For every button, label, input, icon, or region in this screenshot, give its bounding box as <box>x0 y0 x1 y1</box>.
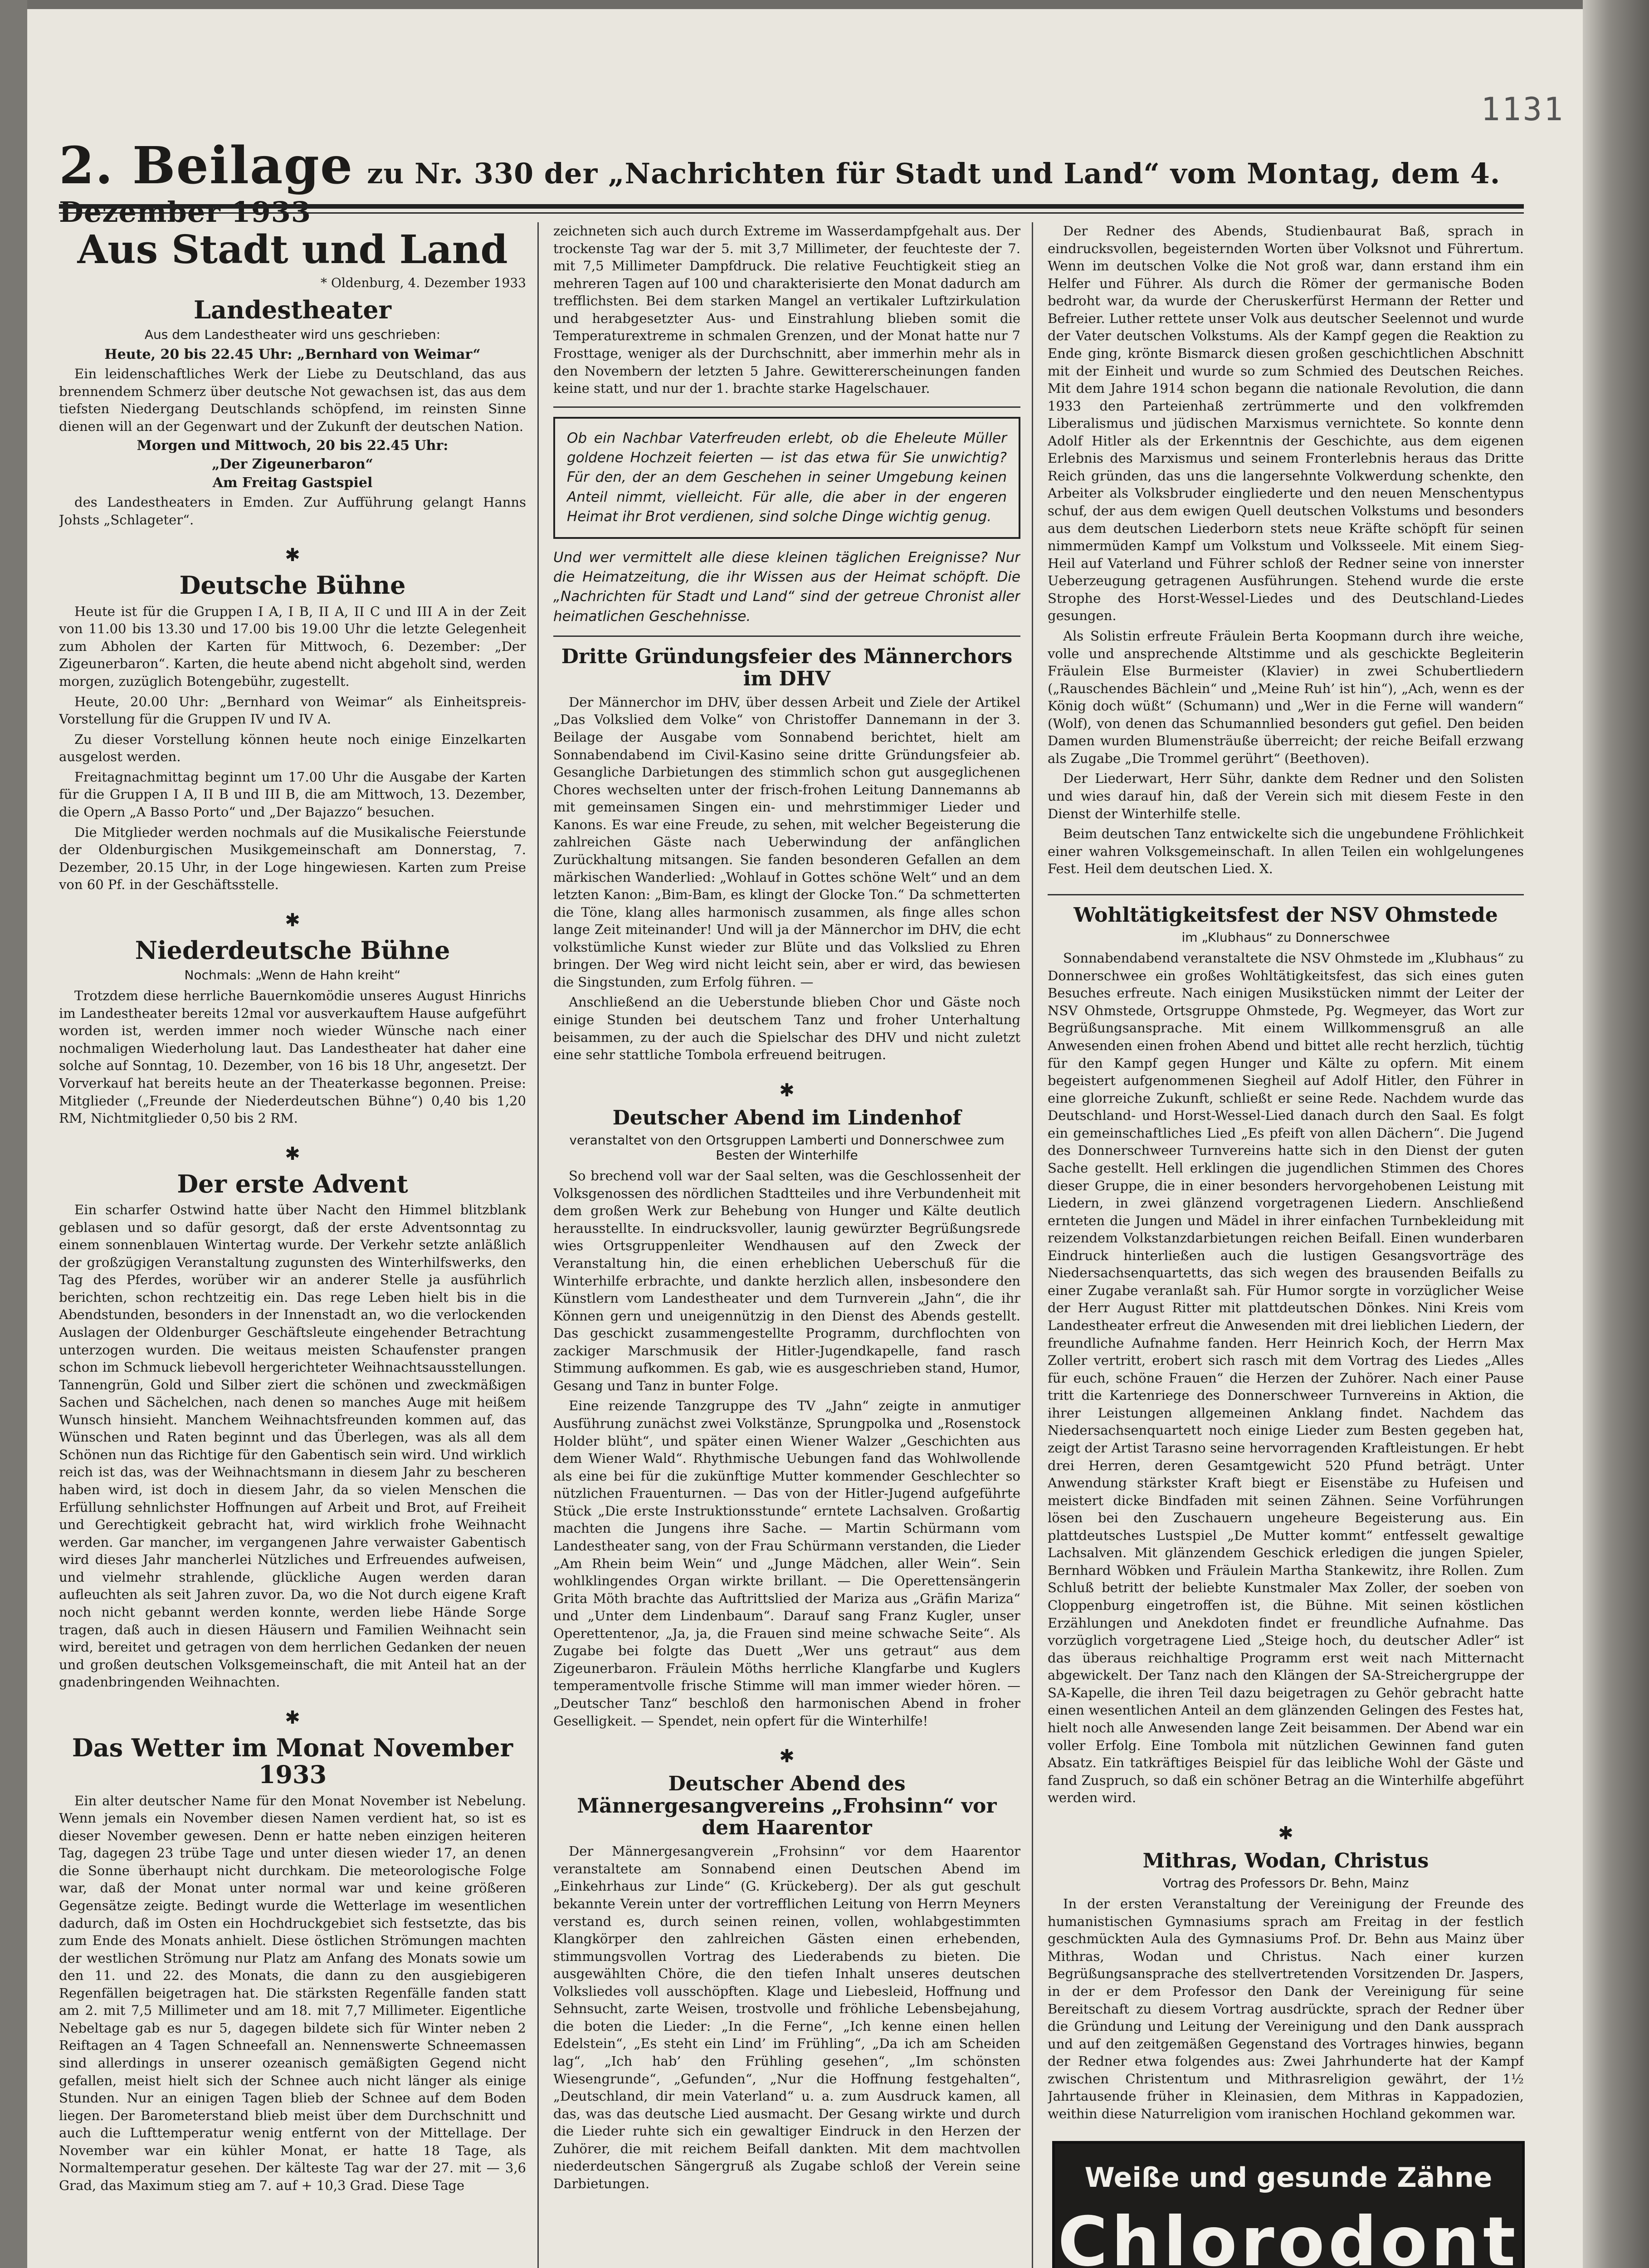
separator-star: ✱ <box>285 1707 300 1728</box>
separator-star: ✱ <box>779 1080 795 1101</box>
article-title: Deutsche Bühne <box>179 571 406 600</box>
article-mithras <box>1048 1850 1524 2123</box>
article-title: Wohltätigkeitsfest der NSV Ohmstede <box>1073 903 1498 927</box>
paragraph: Heute, 20 bis 22.45 Uhr: „Bernhard von Weimar“ <box>104 346 481 362</box>
column-rule-1 <box>537 222 539 2268</box>
paragraph: Ein alter deutscher Name für den Monat November ist Nebelung. Wenn jemals ein November diesen Namen verdient hat, so ist es dieser November gewesen. Denn er hatte neben einzigen heiteren Tag, dagegen 23 trübe Tage und unter diesen wieder 17, an denen die Sonne überhaupt nicht durchkam. Die meteorologische Folge war, daß der Monat unter normal war und keine größeren Gegensätze zeigte. Bedingt wurde die Wetterlage im wesentlichen dadurch, daß im Osten ein Hochdruckgebiet sich festsetzte, das bis zum Ende des Monats anhielt. Diese östlichen Strömungen machten der westlichen Strömung nur Platz am Anfang des Monats sowie um den 11. und 22. des Monats, die dann zu den ausgiebigeren Regenfällen beigetragen hat. Die stärksten Regenfälle fanden statt am 2. mit 7,5 Millimeter und am 18. mit 7,7 Millimeter. Eigentliche Nebeltage gab es nur 5, dagegen bildete sich für Winter neben 2 Reiftagen an 4 Tagen Schneefall an. Nennenswerte Schneemassen sind allerdings in unserer ozeanisch gemäßigten Gegend nicht gefallen, meist hielt sich der Schnee auch nicht länger als einige Stunden. Nur an einigen Tagen blieb der Schnee auf dem Boden liegen. Der Barometerstand blieb meist über dem Durchschnitt und auch die Lufttemperatur wenig entfernt von der Mittellage. Der November war ein kühler Monat, er hatte 18 Tage, als Normaltemperatur gesehen. Der kälteste Tag war der 27. mit — 3,6 Grad, das Maximum stieg am 7. auf + 10,3 Grad. Diese Tage <box>59 1793 526 2193</box>
article-title: Mithras, Wodan, Christus <box>1142 1849 1429 1872</box>
article-frohsinn <box>553 1773 1020 2192</box>
article-wetter <box>59 1735 526 2195</box>
column-rule-2 <box>1032 222 1033 2268</box>
masthead <box>59 136 1524 200</box>
divider <box>1048 894 1524 895</box>
section-title: Aus Stadt und Land <box>77 227 508 273</box>
article-nsv-ohmstede <box>1048 904 1524 1807</box>
promo-box <box>553 417 1020 539</box>
dateline: * Oldenburg, 4. Dezember 1933 <box>321 275 526 290</box>
divider <box>553 635 1020 637</box>
masthead-rule <box>59 204 1524 209</box>
paragraph: Eine reizende Tanzgruppe des TV „Jahn“ zeigte in anmutiger Ausführung zunächst zwei Volkstänze, Sprungpolka und „Rosenstock Holder blüht“, und später einen Wiener Walzer „Geschichten aus dem Wiener Wald“. Rhythmische Uebungen fand das Wohlwollende als eine bei für die zukünftige Mutter kommender Geschlechter so nützlichen Frauenturnen. — Das von der Hitler-Jugend aufgeführte Stück „Die erste Instruktionsstunde“ erntete Lachsalven. Großartig machten die Jungens ihre Sache. — Martin Schürmann vom Landestheater sang, von der Frau Schürmann verstanden, die Lieder „Am Rhein beim Wein“ und „Junge Mädchen, aller Wein“. Sein wohlklingendes Organ wirkte brillant. — Die Operettensängerin Grita Möth brachte das Auftrittslied der Mariza aus „Gräfin Mariza“ und „Unter dem Lindenbaum“. Darauf sang Franz Kugler, unser Operettentenor, „Ja, ja, die Frauen sind meine schwache Seite“. Als Zugabe bei folgte das Duett „Wer uns getraut“ aus dem Zigeunerbaron. Fräulein Möths herrliche Klangfarbe und Kuglers temperamentvolle frische Stimme will man immer wieder hören. — „Deutscher Tanz“ beschloß den harmonischen Abend in froher Geselligkeit. — Spendet, nein opfert für die Winterhilfe! <box>553 1398 1020 1729</box>
paragraph: des Landestheaters in Emden. Zur Aufführung gelangt Hanns Johsts „Schlageter“. <box>59 494 526 528</box>
column-1 <box>59 222 526 2268</box>
advertisement-chlorodont <box>1052 2141 1525 2268</box>
paragraph: Trotzdem diese herrliche Bauernkomödie unseres August Hinrichs im Landestheater bereits 12mal vor ausverkauftem Hause aufgeführt worden ist, werden immer noch wieder Wünsche nach einer nochmaligen Wiederholung laut. Das Landestheater hat daher eine solche auf Sonntag, 10. Dezember, von 16 bis 18 Uhr, angesetzt. Der Vorverkauf hat bereits heute an der Theaterkasse begonnen. Preise: Mitglieder („Freunde der Niederdeutschen Bühne“) 0,40 bis 1,20 RM, Nichtmitglieder 0,50 bis 2 RM. <box>59 988 526 1126</box>
paragraph: Freitagnachmittag beginnt um 17.00 Uhr die Ausgabe der Karten für die Gruppen I A, II B und III B, die am Mittwoch, 13. Dezember, die Opern „A Basso Porto“ und „Der Bajazzo“ besuchen. <box>59 769 526 820</box>
article-deutsche-buehne <box>59 572 526 893</box>
newspaper-page <box>27 9 1583 2268</box>
page-edge <box>1583 0 1649 2268</box>
paragraph: Beim deutschen Tanz entwickelte sich die ungebundene Fröhlichkeit einer wahren Volksgemeinschaft. In allen Teilen ein wohlgelungenes Fest. Heil dem deutschen Lied. X. <box>1048 826 1524 877</box>
promo-text-outside: Und wer vermittelt alle diese kleinen täglichen Ereignisse? Nur die Heimatzeitung, die ihr Wissen aus der Heimat schöpft. Die „Nachrichten für Stadt und Land“ sind der getreue Chronist aller heimatlichen Geschehnisse. <box>553 549 1020 625</box>
article-subtitle: im „Klubhaus“ zu Donnerschwee <box>1181 930 1390 945</box>
ad-tagline: Weiße und gesunde Zähne <box>1084 2162 1493 2194</box>
paragraph: „Der Zigeunerbaron“ <box>212 456 373 473</box>
page-number: 1131 <box>1481 91 1565 128</box>
paragraph: Heute, 20.00 Uhr: „Bernhard von Weimar“ als Einheitspreis-Vorstellung für die Gruppen IV und IV A. <box>59 694 526 727</box>
article-subtitle: Nochmals: „Wenn de Hahn kreiht“ <box>184 968 401 983</box>
article-title: Das Wetter im Monat November 1933 <box>72 1733 513 1789</box>
article-erster-advent <box>59 1171 526 1691</box>
separator-star: ✱ <box>1278 1823 1293 1844</box>
masthead-beilage: 2. Beilage <box>59 136 354 196</box>
article-title: Der erste Advent <box>177 1169 408 1198</box>
column-3 <box>1048 222 1524 2127</box>
article-subtitle: Vortrag des Professors Dr. Behn, Mainz <box>1162 1876 1409 1891</box>
paragraph: Der Liederwart, Herr Sühr, dankte dem Redner und den Solisten und wies darauf hin, daß der Verein sich mit diesem Feste in den Dienst der Winterhilfe stelle. <box>1048 771 1524 821</box>
paragraph: Sonnabendabend veranstaltete die NSV Ohmstede im „Klubhaus“ zu Donnerschwee ein großes Wohltätigkeitsfest, das sich eines guten Besuches erfreute. Nach einigen Musikstücken nimmt der Leiter der NSV Ohmstede, Ortsgruppe Ohmstede, Pg. Wegmeyer, das Wort zur Begrüßungsansprache. Mit einem Willkommensgruß an alle Anwesenden einen frohen Abend und bittet alle recht herzlich, tüchtig für den Kampf gegen Hunger und Kälte zu opfern. Mit einem begeistert aufgenommenen Siegheil auf Adolf Hitler, den Führer in eine glorreiche Zukunft, schließt er seine Rede. Nachdem wurde das Deutschland- und Horst-Wessel-Lied danach durch den Saal. Es folgt ein gemeinschaftliches Lied „Es pfeift von allen Dächern“. Die Jugend des Donnerschweer Turnvereins hatte sich in den Dienst der guten Sache gestellt. Hell erklingen die jugendlichen Stimmen des Chores dieser Gruppe, die in einer besonders hervorgehobenen Leistung mit Liedern, in zwei glänzend vorgetragenen Liedern. Anschließend ernteten die Jungen und Mädel in ihrer einfachen Turnbekleidung mit reizendem Volkstanzdarbietungen reichen Beifall. Einen wunderbaren Eindruck hinterließen auch die lustigen Gesangsvorträge des Niedersachsenquartetts, das sich wegen des brausenden Beifalls zu einer Zugabe veranlaßt sah. Für Humor sorgte in vorzüglicher Weise der Herr August Ritter mit plattdeutschen Dönkes. Nini Kreis vom Landestheater erfreut die Anwesenden mit drei lieblichen Liedern, der freundliche Aufnahme fanden. Herr Heinrich Koch, der Herrn Max Zoller vertritt, erobert sich rasch mit dem Vortrag des Liedes „Alles für euch, schöne Frauen“ die Herzen der Zuhörer. Nach einer Pause tritt die Kartenriege des Donnerschweer Turnvereins in Aktion, die ihrer Leistungen allgemeinen Anklang findet. Nachdem das Niedersachsenquartett noch einige Lieder zum Besten gegeben hat, zeigt der Artist Tarasno seine hervorragenden Kraftleistungen. Er hebt drei Herren, deren Gesamtgewicht 520 Pfund beträgt. Unter Anwendung stärkster Kraft biegt er Eisenstäbe zu Hufeisen und meistert dicke Bindfaden mit seinen Zähnen. Seine Vorführungen lösen bei den Zuschauern ungeheure Begeisterung aus. Ein plattdeutsches Lustspiel „De Mutter kommt“ entfesselt gewaltige Lachsalven. Mit glänzendem Geschick erledigen die jungen Spieler, Bernhard Wöbken und Fräulein Martha Stankewitz, ihre Rollen. Zum Schluß betritt der beliebte Kunstmaler Max Zoller, der soeben von Cloppenburg eingetroffen ist, die Bühne. Mit seinen köstlichen Erzählungen und Anekdoten findet er freundliche Aufnahme. Das vorzüglich vorgetragene Lied „Steige hoch, du deutscher Adler“ ist das überaus reichhaltige Programm erst weit nach Mitternacht abgewickelt. Der Tanz nach den Klängen der SA-Streichergruppe der SA-Kapelle, die ihren Teil dazu beigetragen zu Gehör gebracht hatte einen wesentlichen Anteil an dem glänzenden Gelingen des Festes hat, hielt noch alle Anwesenden lange Zeit beisammen. Der Abend war ein voller Erfolg. Eine Tombola mit nützlichen Gewinnen fand guten Absatz. Ein tatkräftiges Beispiel für das leibliche Wohl der Gäste und fand Zuspruch, so daß ein schöner Betrag an die Winterhilfe abgeführt werden wird. <box>1048 950 1524 1806</box>
article-maennerchor <box>553 646 1020 1064</box>
paragraph: Zu dieser Vorstellung können heute noch einige Einzelkarten ausgelost werden. <box>59 731 526 765</box>
paragraph: Anschließend an die Ueberstunde blieben Chor und Gäste noch einige Stunden bei deutschem Tanz und froher Unterhaltung beisammen, zu der auch die Spielschar des DHV und nicht zuletzt eine sehr stattliche Tombola erfreuend beitrugen. <box>553 994 1020 1063</box>
separator-star: ✱ <box>779 1746 795 1767</box>
divider <box>553 406 1020 408</box>
article-title: Landestheater <box>193 295 392 324</box>
paragraph: Morgen und Mittwoch, 20 bis 22.45 Uhr: <box>137 438 449 454</box>
article-subtitle: veranstaltet von den Ortsgruppen Lamberti und Donnerschwee zum Besten der Winterhilfe <box>569 1133 1005 1163</box>
article-niederdeutsche-buehne <box>59 937 526 1127</box>
article-frohsinn-continued <box>1048 222 1524 878</box>
column-2 <box>553 222 1020 2268</box>
article-lindenhof <box>553 1107 1020 1730</box>
article-title: Niederdeutsche Bühne <box>135 935 450 965</box>
promo-text: Ob ein Nachbar Vaterfreuden erlebt, ob die Eheleute Müller goldene Hochzeit feierten — ist das etwa für Sie unwichtig? Für den, der an dem Geschehen in seiner Umgebung keinen Anteil nimmt, vielleicht. Für alle, die aber in der engeren Heimat ihr Brot verdienen, sind solche Dinge wichtig genug. <box>567 430 1007 525</box>
paragraph: In der ersten Veranstaltung der Vereinigung der Freunde des humanistischen Gymnasiums sprach am Freitag in der festlich geschmückten Aula des Gymnasiums Prof. Dr. Behn aus Mainz über Mithras, Wodan und Christus. Nach einer kurzen Begrüßungsansprache des stellvertretenden Vorsitzenden Dr. Jaspers, in der er dem Professor den Dank der Vereinigung für seine Bereitschaft zu diesem Vortrag ausdrückte, sprach der Redner über die Gründung und Leitung der Vereinigung und den Dank aussprach und auf den zeitgemäßen Gegenstand des Vortrages hinwies, begann der Redner etwa folgendes aus: Zwei Jahrhunderte hat der Kampf zwischen Christentum und Mithrasreligion gewährt, der 1½ Jahrtausende früher in Kleinasien, dem Mithras in Kappadozien, weithin diese Naturreligion vom iranischen Hochland gekommen war. <box>1048 1896 1524 2121</box>
separator-star: ✱ <box>285 545 300 566</box>
paragraph: Als Solistin erfreute Fräulein Berta Koopmann durch ihre weiche, volle und ansprechende Altstimme und als geschickte Begleiterin Fräulein Else Burmeister (Klavier) in zwei Schubertliedern („Rauschendes Bächlein“ und „Meine Ruh’ ist hin“), „Ach, wenn es der König doch wüßt“ (Schumann) und „Wer in die Ferne will wandern“ (Wolf), von denen das Schumannlied besonders gut gefiel. Den beiden Damen wurden Blumensträuße überreicht; der reiche Beifall erzwang als Zugabe „Die Trommel gerührt“ (Beethoven). <box>1048 628 1524 766</box>
ad-brand: Chlorodont <box>1058 2203 1519 2268</box>
article-title: Deutscher Abend des Männergesangvereins „Frohsinn“ vor dem Haarentor <box>577 1772 997 1839</box>
paragraph: Der Redner des Abends, Studienbaurat Baß, sprach in eindrucksvollen, begeisternden Worten über Volksnot und Führertum. Wenn im deutschen Volke die Not groß war, dann erstand ihm ein Helfer und Führer. Als durch die Römer der germanische Boden bedroht war, da wurde der Cheruskerfürst Hermann der Retter und Befreier. Luther rettete unser Volk aus deutscher Seelennot und wurde der Vater deutschen Volkstums. Als der Kampf gegen die Reaktion zu Ende ging, krönte Bismarck diesen großen geschichtlichen Abschnitt mit der Einheit und wurde so zum Schmied des Deutschen Reiches. Mit dem Jahre 1914 schon begann die nationale Revolution, die dann 1933 den Parteienhaß zertrümmerte und den volkfremden Liberalismus und jüdischen Marxismus vernichtete. So konnte denn Adolf Hitler als der Erkenntnis der Geschichte, aus dem eigenen Erlebnis des Marxismus und seinem Fronterlebnis heraus das Dritte Reich gründen, das uns die langersehnte Volkwerdung schenkte, den Arbeiter als Volksbruder eingliederte und den neuen Menschentypus schuf, der aus dem ewigen Quell deutschen Volkstums und besonders aus dem deutschen Liederborn stets neue Kräfte schöpft für seinen nimmermüden Kampf um Volkstum und Volksseele. Mit einem Sieg-Heil auf Vaterland und Führer schloß der Redner seine von innerster Ueberzeugung getragenen Ausführungen. Stehend wurde die erste Strophe des Horst-Wessel-Liedes und des Deutschland-Liedes gesungen. <box>1048 223 1524 624</box>
masthead-rest: zu Nr. 330 der „Nachrichten für Stadt und Land“ vom Montag, dem 4. <box>367 157 1501 190</box>
separator-star: ✱ <box>285 909 300 931</box>
paragraph: So brechend voll war der Saal selten, was die Geschlossenheit der Volksgenossen des nördlichen Stadtteiles und ihre Verbundenheit mit dem großen Werk zur Behebung von Hunger und Kälte deutlich herausstellte. In eindrucksvoller, launig gewürzter Begrüßungsrede wies Ortsgruppenleiter Wendhausen auf den Zweck der Veranstaltung hin, die einen erheblichen Ueberschuß für die Winterhilfe erbrachte, und dankte herzlich allen, insbesondere den Künstlern vom Landestheater und dem Turnverein „Jahn“, die ihr Können gern und uneigennützig in den Dienst des Abends gestellt. Das geschickt zusammengestellte Programm, durchflochten von zackiger Marschmusik der Hitler-Jugendkapelle, fand rasch Stimmung aufkommen. Es gab, wie es ausgeschrieben stand, Humor, Gesang und Tanz in bunter Folge. <box>553 1168 1020 1393</box>
binding-edge <box>0 0 27 2268</box>
article-title: Dritte Gründungsfeier des Männerchors im DHV <box>561 645 1013 690</box>
paragraph: Heute ist für die Gruppen I A, I B, II A, II C und III A in der Zeit von 11.00 bis 13.30 und 17.00 bis 19.00 Uhr die letzte Gelegenheit zum Abholen der Karten für Mittwoch, 6. Dezember: „Der Zigeunerbaron“. Karten, die heute abend nicht abgeholt sind, werden morgen, zuzüglich Botengebühr, zugestellt. <box>59 603 526 689</box>
paragraph: Der Männergesangverein „Frohsinn“ vor dem Haarentor veranstaltete am Sonnabend einen Deutschen Abend im „Einkehrhaus zur Linde“ (G. Krückeberg). Der als gut geschult bekannte Verein unter der vortrefflichen Leitung von Herrn Meyners verstand es, durch seinen reinen, vollen, wohlabgestimmten Klangkörper den zahlreichen Gästen einen erhebenden, stimmungsvollen Vortrag des Liederabends zu bieten. Die ausgewählten Chöre, die den tiefen Inhalt unseres deutschen Volksliedes voll ausschöpften. Klage und Liebesleid, Hoffnung und Sehnsucht, zarte Weisen, trostvolle und fröhliche Lebensbejahung, die boten die Lieder: „In die Ferne“, „Ich kenne einen hellen Edelstein“, „Es steht ein Lind’ im Frühling“, „Da ich am Scheiden lag“, „Ich hab’ den Frühling gesehen“, „Im schönsten Wiesengrunde“, „Gefunden“, „Nur die Hoffnung festgehalten“, „Deutschland, dir mein Vaterland“ u. a. zum Ausdruck kamen, all das, was das deutsche Lied ausmacht. Der Gesang wirkte und durch die Lieder ruhte sich ein gewaltiger Eindruck in den Herzen der Zuhörer, die mit reichem Beifall dankten. Mit dem machtvollen niederdeutschen Sängergruß als Zugabe schloß der Verein seine Darbietungen. <box>553 1843 1020 2191</box>
paragraph-continued: zeichneten sich auch durch Extreme im Wasserdampfgehalt aus. Der trockenste Tag war der 5. mit 3,7 Millimeter, der feuchteste der 7. mit 7,5 Millimeter Dampfdruck. Die relative Feuchtigkeit stieg an mehreren Tagen auf 100 und charakterisierte den Monat dadurch am trefflichsten. Bei dem starken Mangel an vertikaler Luftzirkulation und herabgesetzter Aus- und Einstrahlung blieben somit die Temperaturextreme in schmalen Grenzen, und der Monat hatte nur 7 Frosttage, weniger als der Durchschnitt, aber immerhin mehr als in den Novembern der letzten 5 Jahre. Gewittererscheinungen fanden keine statt, und nur der 1. brachte starke Hagelschauer. <box>553 223 1020 396</box>
paragraph: Am Freitag Gastspiel <box>212 475 373 491</box>
paragraph: Ein leidenschaftliches Werk der Liebe zu Deutschland, das aus brennendem Schmerz über deutsche Not gewachsen ist, das aus dem tiefsten Niedergang Deutschlands schöpfend, im reinsten Sinne dienen will an der Gegenwart und der Zukunft der deutschen Nation. <box>59 366 526 434</box>
paragraph: Der Männerchor im DHV, über dessen Arbeit und Ziele der Artikel „Das Volkslied dem Volke“ von Christoffer Dannemann in der 3. Beilage der Ausgabe vom Sonnabend berichtet, hielt am Sonnabendabend im Civil-Kasino seine dritte Gründungsfeier ab. Gesangliche Darbietungen des stimmlich schon gut ausgeglichenen Chores wechselten unter der frisch-frohen Leitung Dannemanns ab mit gemeinsamen Singen ein- und mehrstimmiger Lieder und Kanons. Es war eine Freude, zu sehen, mit welcher Begeisterung die zahlreichen Gäste nach Ueberwindung der anfänglichen Zurückhaltung mitsangen. Sie fanden besonderen Gefallen an dem märkischen Wanderlied: „Wohlauf in Gottes schöne Welt“ und an dem letzten Kanon: „Bim-Bam, es klingt der Glocke Ton.“ Da schmetterten die Töne, klang alles harmonisch zusammen, als finge alles schon lange Zeit miteinander! Und will ja der Männerchor im DHV, die echt volkstümliche Kunst wieder zur Blüte und das Volkslied zu Ehren bringen. Der Weg wird nicht leicht sein, aber er wird, das bewiesen die Singstunden, zum Erfolg führen. — <box>553 694 1020 990</box>
paragraph: Die Mitglieder werden nochmals auf die Musikalische Feierstunde der Oldenburgischen Musikgemeinschaft am Donnerstag, 7. Dezember, 20.15 Uhr, in der Loge hingewiesen. Karten zum Preise von 60 Pf. in der Geschäftsstelle. <box>59 824 526 893</box>
article-landestheater <box>59 297 526 529</box>
separator-star: ✱ <box>285 1143 300 1164</box>
article-subtitle: Aus dem Landestheater wird uns geschrieben: <box>144 327 441 342</box>
paragraph: Ein scharfer Ostwind hatte über Nacht den Himmel blitzblank geblasen und so dafür gesorgt, daß der erste Adventsonntag zu einem sonnenblauen Wintertag wurde. Der Verkehr setzte anläßlich der großzügigen Veranstaltung zugunsten des Winterhilfswerks, den Tag des Pferdes, worüber wir an anderer Stelle ja ausführlich berichten, schon rechtzeitig ein. Das rege Leben hielt bis in die Abendstunden, besonders in der Innenstadt an, wo die verlockenden Auslagen der Oldenburger Geschäftsleute eingehender Betrachtung unterzogen wurden. Die weitaus meisten Schaufenster prangen schon im Schmuck liebevoll hergerichteter Weihnachtsausstellungen. Tannengrün, Gold und Silber ziert die schönen und zweckmäßigen Sachen und Sächelchen, nach denen so manches Auge mit heißem Wunsch hinsieht. Manchem Weihnachtsfreunden kommen auf, das Wünschen und Raten beginnt und das Überlegen, was als all dem Schönen nun das Richtige für den Gabentisch sein wird. Und wirklich reich ist das, was der Weihnachtsmann in diesem Jahr zu bescheren haben wird, ist doch in diesem Jahr, da so vielen Menschen die Erfüllung sehnlichster Hoffnungen auf Arbeit und Brot, auf Freiheit und Gerechtigkeit gebracht hat, wird wirklich frohe Weihnacht werden. Gar mancher, im vergangenen Jahre verwaister Gabentisch wird dieses Jahr mancherlei Nützliches und Erfreuendes aufweisen, und vielmehr strahlende, glückliche Augen werden daran aufleuchten als seit Jahren zuvor. Da, wo die Not durch eigene Kraft noch nicht gebannt werden konnte, werden liebe Hände Sorge tragen, daß auch in diesen Häusern und Familien Weihnacht sein wird, bereitet und getragen von dem herrlichen Gedanken der neuen und großen deutschen Volksgemeinschaft, die mit Anteil hat an der gnadenbringenden Weihnachten. <box>59 1202 526 1690</box>
masthead-rule-thin <box>59 212 1524 214</box>
article-title: Deutscher Abend im Lindenhof <box>612 1106 961 1129</box>
